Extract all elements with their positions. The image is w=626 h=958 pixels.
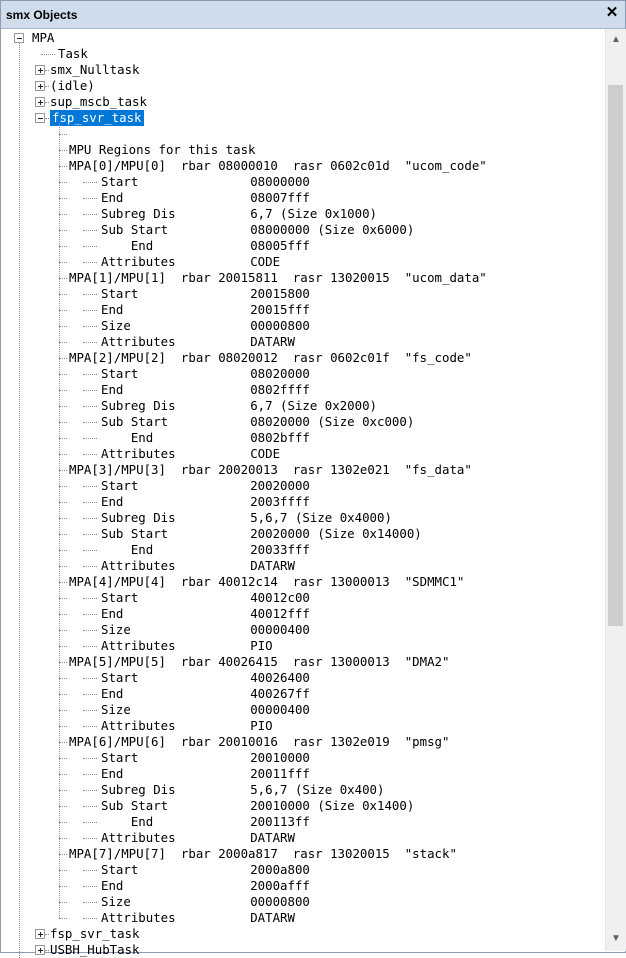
mpu-region-field[interactable] <box>1 414 606 430</box>
mpu-region-field[interactable] <box>1 286 606 302</box>
mpu-region-field[interactable] <box>1 206 606 222</box>
mpu-region-field-label: End 0802ffff <box>101 382 310 397</box>
mpu-region-field-label: Start 2000a800 <box>101 862 310 877</box>
mpu-region-field[interactable] <box>1 670 606 686</box>
mpu-region-field[interactable] <box>1 446 606 462</box>
title-bar[interactable] <box>1 1 625 29</box>
mpu-region-header[interactable] <box>1 734 606 750</box>
mpu-region-field-label: End 40012fff <box>101 606 310 621</box>
tree-root-mpa-label: MPA <box>32 30 55 45</box>
mpu-region-field[interactable] <box>1 766 606 782</box>
mpu-region-header-label: MPA[3]/MPU[3] rbar 20020013 rasr 1302e021 "fs_data" <box>69 462 472 477</box>
mpu-region-field[interactable] <box>1 542 606 558</box>
mpu-region-field[interactable] <box>1 622 606 638</box>
tree-item-label: sup_mscb_task <box>50 94 147 109</box>
tree-item-label: smx_Nulltask <box>50 62 140 77</box>
mpu-region-field-label: Sub Start 20020000 (Size 0x14000) <box>101 526 422 541</box>
object-tree[interactable] <box>1 29 606 957</box>
mpu-region-header[interactable] <box>1 846 606 862</box>
scroll-up-arrow-icon[interactable]: ▲ <box>611 34 621 45</box>
mpu-region-header-label: MPA[5]/MPU[5] rbar 40026415 rasr 13000013 "DMA2" <box>69 654 450 669</box>
mpu-region-header[interactable] <box>1 350 606 366</box>
mpu-region-field-label: Size 00000800 <box>101 318 310 333</box>
mpu-region-field-label: End 0802bfff <box>101 430 310 445</box>
mpu-region-header[interactable] <box>1 270 606 286</box>
mpu-region-field[interactable] <box>1 558 606 574</box>
tree-item[interactable] <box>1 78 606 94</box>
mpu-region-field-label: End 20033fff <box>101 542 310 557</box>
close-icon[interactable]: ✕ <box>605 4 619 21</box>
mpu-region-field[interactable] <box>1 398 606 414</box>
mpu-region-header-label: MPA[6]/MPU[6] rbar 20010016 rasr 1302e019 "pmsg" <box>69 734 450 749</box>
mpu-region-field-label: Sub Start 08000000 (Size 0x6000) <box>101 222 415 237</box>
mpu-region-field[interactable] <box>1 878 606 894</box>
mpu-region-field[interactable] <box>1 334 606 350</box>
tree-item-selected[interactable] <box>1 110 606 126</box>
mpu-region-field-label: End 200113ff <box>101 814 310 829</box>
mpu-region-field-label: Size 00000400 <box>101 702 310 717</box>
tree-guide-line <box>19 43 20 958</box>
mpu-region-field[interactable] <box>1 494 606 510</box>
mpu-region-field-label: End 400267ff <box>101 686 310 701</box>
mpu-region-header-label: MPA[1]/MPU[1] rbar 20015811 rasr 13020015 "ucom_data" <box>69 270 487 285</box>
mpu-region-field[interactable] <box>1 478 606 494</box>
mpu-region-field[interactable] <box>1 894 606 910</box>
mpu-region-field[interactable] <box>1 510 606 526</box>
tree-root-mpa[interactable] <box>1 30 606 46</box>
mpu-region-field-label: Size 00000400 <box>101 622 310 637</box>
mpu-region-field[interactable] <box>1 830 606 846</box>
mpu-region-header[interactable] <box>1 142 606 158</box>
mpu-region-field[interactable] <box>1 862 606 878</box>
mpu-region-field-label: End 20015fff <box>101 302 310 317</box>
mpu-region-header[interactable] <box>1 574 606 590</box>
mpu-region-field-label: Sub Start 20010000 (Size 0x1400) <box>101 798 415 813</box>
tree-item-label: (idle) <box>50 78 95 93</box>
tree-item-label: fsp_svr_task <box>50 926 140 941</box>
mpu-region-header-label: MPA[7]/MPU[7] rbar 2000a817 rasr 13020015 "stack" <box>69 846 457 861</box>
mpu-region-header[interactable] <box>1 126 606 142</box>
mpu-region-field-label: End 2000afff <box>101 878 310 893</box>
mpu-region-header-label: MPA[0]/MPU[0] rbar 08000010 rasr 0602c01d "ucom_code" <box>69 158 487 173</box>
mpu-region-field[interactable] <box>1 174 606 190</box>
mpu-region-field-label: Start 08000000 <box>101 174 310 189</box>
mpu-region-field[interactable] <box>1 750 606 766</box>
mpu-region-field-label: Attributes CODE <box>101 446 281 461</box>
mpu-region-field-label: End 08005fff <box>101 238 310 253</box>
mpu-region-field-label: Attributes CODE <box>101 254 281 269</box>
mpu-region-field[interactable] <box>1 382 606 398</box>
mpu-region-field-label: Start 40012c00 <box>101 590 310 605</box>
tree-guide-line <box>59 123 60 918</box>
mpu-region-field-label: Attributes DATARW <box>101 334 295 349</box>
mpu-region-field[interactable] <box>1 254 606 270</box>
mpu-region-field[interactable] <box>1 638 606 654</box>
tree-item[interactable] <box>1 942 606 958</box>
mpu-region-header-label: MPA[4]/MPU[4] rbar 40012c14 rasr 13000013 "SDMMC1" <box>69 574 465 589</box>
mpu-region-field[interactable] <box>1 366 606 382</box>
mpu-region-field[interactable] <box>1 318 606 334</box>
mpu-region-field[interactable] <box>1 430 606 446</box>
mpu-region-field-label: Start 08020000 <box>101 366 310 381</box>
tree-item[interactable] <box>1 94 606 110</box>
mpu-region-field[interactable] <box>1 190 606 206</box>
mpu-region-field-label: Subreg Dis 5,6,7 (Size 0x4000) <box>101 510 392 525</box>
mpu-region-field[interactable] <box>1 302 606 318</box>
mpu-region-header[interactable] <box>1 158 606 174</box>
tree-item[interactable] <box>1 62 606 78</box>
mpu-region-field-label: End 20011fff <box>101 766 310 781</box>
mpu-region-field-label: Start 20010000 <box>101 750 310 765</box>
tree-item-label: USBH_HubTask <box>50 942 140 957</box>
scroll-down-arrow-icon[interactable]: ▼ <box>611 933 621 944</box>
mpu-region-field[interactable] <box>1 702 606 718</box>
mpu-region-header[interactable] <box>1 462 606 478</box>
tree-item-selected-label: fsp_svr_task <box>52 110 142 125</box>
mpu-region-header[interactable] <box>1 654 606 670</box>
mpu-region-field-label: End 2003ffff <box>101 494 310 509</box>
mpu-region-header-label: MPA[2]/MPU[2] rbar 08020012 rasr 0602c01f "fs_code" <box>69 350 472 365</box>
mpu-region-field[interactable] <box>1 718 606 734</box>
mpu-region-field[interactable] <box>1 590 606 606</box>
tree-item[interactable] <box>1 46 606 62</box>
mpu-region-field-label: Size 00000800 <box>101 894 310 909</box>
mpu-region-field[interactable] <box>1 222 606 238</box>
window-title: smx Objects <box>6 8 78 22</box>
vertical-scrollbar[interactable] <box>605 29 626 951</box>
mpu-region-field-label: Subreg Dis 6,7 (Size 0x2000) <box>101 398 378 413</box>
mpu-region-field-label: Start 20020000 <box>101 478 310 493</box>
mpu-region-header-label: MPU Regions for this task <box>69 142 256 157</box>
mpu-region-field-label: Start 40026400 <box>101 670 310 685</box>
mpu-region-field[interactable] <box>1 910 606 926</box>
mpu-region-field[interactable] <box>1 686 606 702</box>
mpu-region-field-label: Sub Start 08020000 (Size 0xc000) <box>101 414 415 429</box>
mpu-region-field-label: Subreg Dis 5,6,7 (Size 0x400) <box>101 782 385 797</box>
mpu-region-field[interactable] <box>1 782 606 798</box>
mpu-region-field[interactable] <box>1 814 606 830</box>
mpu-region-field[interactable] <box>1 238 606 254</box>
tree-item[interactable] <box>1 926 606 942</box>
mpu-region-field-label: End 08007fff <box>101 190 310 205</box>
mpu-region-field-label: Subreg Dis 6,7 (Size 0x1000) <box>101 206 378 221</box>
scrollbar-thumb[interactable] <box>608 85 623 626</box>
mpu-region-field-label: Attributes DATARW <box>101 558 295 573</box>
mpu-region-field[interactable] <box>1 606 606 622</box>
tree-item-label: Task <box>58 46 88 61</box>
mpu-region-field-label: Attributes PIO <box>101 638 273 653</box>
mpu-region-field-label: Attributes DATARW <box>101 830 295 845</box>
mpu-region-field-label: Attributes DATARW <box>101 910 295 925</box>
mpu-region-field[interactable] <box>1 798 606 814</box>
mpu-region-field-label: Start 20015800 <box>101 286 310 301</box>
mpu-region-field[interactable] <box>1 526 606 542</box>
mpu-region-field-label: Attributes PIO <box>101 718 273 733</box>
